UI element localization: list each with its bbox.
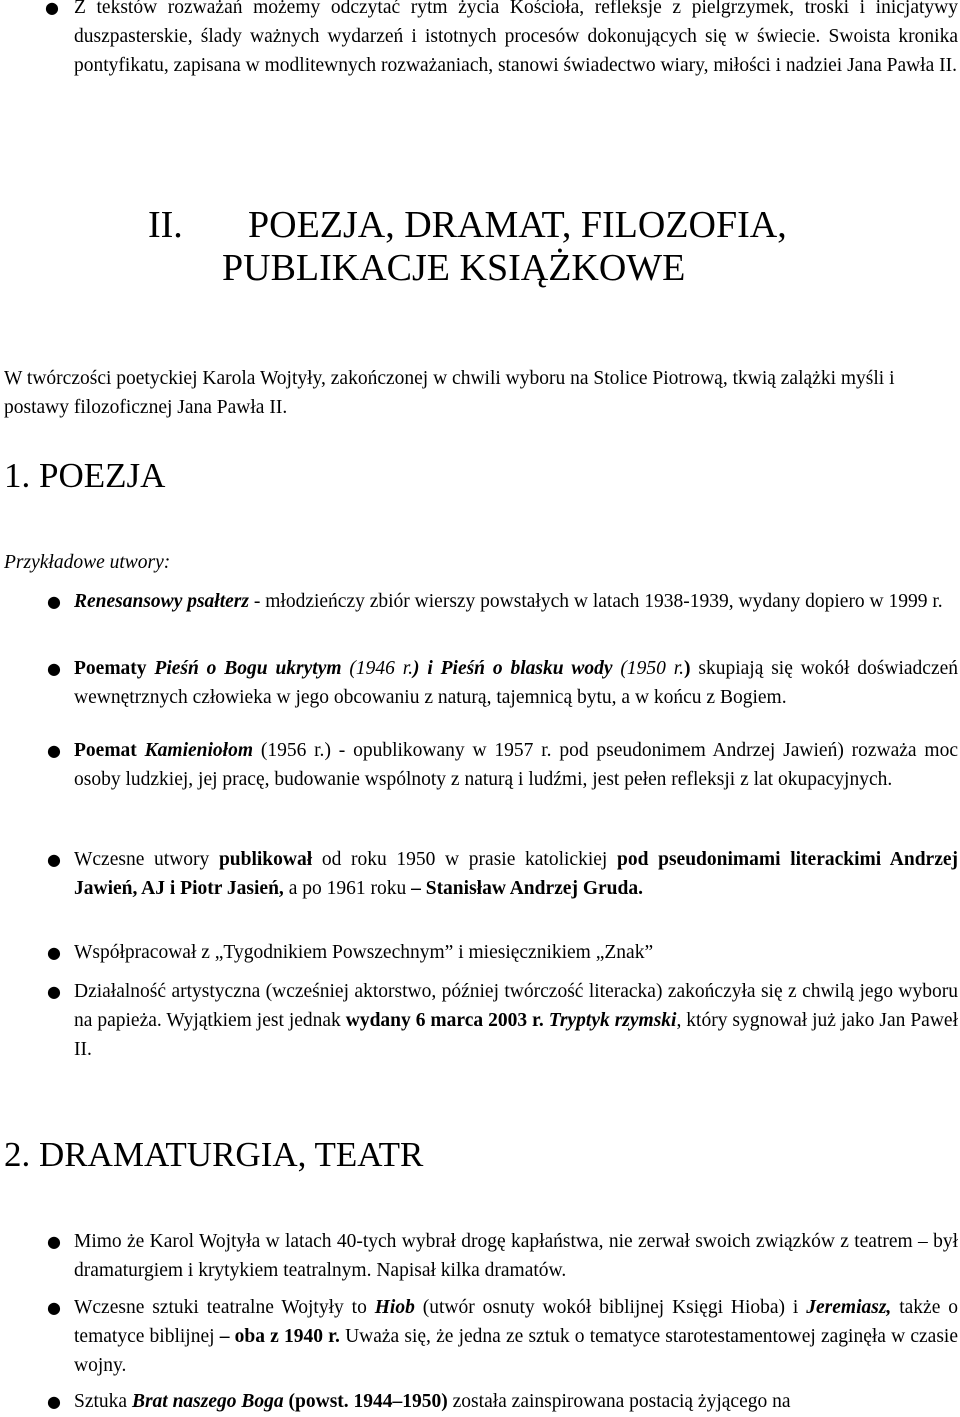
theatre-item-3 [47,1387,958,1416]
work-description: ) - opublikowany w 1957 r. pod pseudonimem Andrzej Jawień) rozważa moc osoby ludzkiej, jej pracę, budowanie wspólnoty z naturą i ludźmi, jest pełen refleksji z lat okupacyjnych. [74,740,958,790]
work-joiner: ) i [413,658,441,679]
text-run-bold: (powst. 1944–1950) [288,1391,448,1412]
section1-heading: 1. POEZJA [4,456,166,495]
bullet-icon: ● [47,982,61,1001]
activity-item [47,977,958,1064]
theatre-item-1 [47,1227,958,1285]
text-run: została zainspirowana postacią żyjącego na [447,1391,791,1412]
cooperation-text: Współpracował z „Tygodnikiem Powszechnym” i miesięcznikiem „Znak” [74,942,654,963]
text-run: od roku 1950 w prasie katolickiej [312,849,617,870]
text-run-bold: publikował [218,849,313,870]
text-run-bold: pod pseudonimami literackimi Andrzej Jawień, AJ i Piotr Jasień, [74,849,958,899]
work-prefix: Poemat [74,740,145,761]
text-run-bold-italic: Tryptyk rzymski [548,1010,677,1031]
text-run: (utwór osnuty wokół biblijnej Księgi Hioba) i [414,1297,807,1318]
text-run-bold: – oba z 1940 r. [219,1326,340,1347]
bullet-icon: ● [47,943,61,962]
text-run-bold-italic: Brat naszego Boga [131,1391,284,1412]
work-title: Kamieniołom [144,740,253,761]
bullet-icon: ● [47,1298,61,1317]
work-title: Pieśń o Bogu ukrytym [154,658,342,679]
intro-paragraph: W twórczości poetyckiej Karola Wojtyły, zakończonej w chwili wyboru na Stolice Piotrową, tkwią zalążki myśli i postawy filozoficznej Jana Pawła II. [4,368,895,418]
text-run: Wczesne sztuki teatralne Wojtyły to [74,1297,375,1318]
theatre-item-text: Mimo że Karol Wojtyła w latach 40-tych wybrał drogę kapłaństwa, nie zerwał swoich związków z teatrem – był dramaturgiem i krytykiem teatralnym. Napisał kilka dramatów. [74,1231,958,1281]
bullet-icon: ● [47,850,61,869]
text-run: także o tematyce biblijnej [74,1297,958,1347]
work-item-quarry [47,736,958,794]
work-item-poems [47,654,959,712]
text-run: , który sygnował już jako Jan Paweł II. [74,1010,958,1060]
section1-subheading: Przykładowe utwory: [4,552,171,573]
text-run-bold: wydany 6 marca 2003 r. [345,1010,544,1031]
theatre-item-2 [47,1293,958,1380]
text-run-bold-italic: Jeremiasz, [806,1297,892,1318]
text-run-bold-italic: Hiob [374,1297,415,1318]
bullet-icon: ● [45,0,59,17]
text-run-bold: – Stanisław Andrzej Gruda. [411,878,643,899]
work-description: - młodzieńczy zbiór wierszy powstałych w latach 1938-1939, wydany dopiero w 1999 r. [248,591,943,612]
text-run: a po 1961 roku [283,878,412,899]
chapter-title-line2: PUBLIKACJE KSIĄŻKOWE [222,247,686,289]
text-run: Sztuka [74,1391,132,1412]
bullet-icon: ● [47,1392,61,1411]
work-item-psalter [47,587,958,616]
bullet-icon: ● [47,741,61,760]
text-run: Wczesne utwory [74,849,219,870]
intro-list-item [45,0,958,80]
section2-heading: 2. DRAMATURGIA, TEATR [4,1135,424,1174]
text-run: Uważa się, że jedna ze sztuk o tematyce starotestamentowej zaginęła w czasie wojny. [74,1326,958,1376]
work-close: ) [684,658,691,679]
bullet-icon: ● [47,592,61,611]
work-prefix: Poematy [74,658,155,679]
cooperation-item [47,938,958,967]
chapter-title-line1: POEZJA, DRAMAT, FILOZOFIA, [248,204,787,246]
intro-item-text: Z tekstów rozważań możemy odczytać rytm życia Kościoła, refleksje z pielgrzymek, troski i inicjatywy duszpasterskie, ślady ważnych wydarzeń i istotnych procesów dokonujących się w świecie. Swoista kronika pontyfikatu, zapisana w modlitewnych rozważaniach, stanowi świadectwo wiary, miłości i nadziei Jana Pawła II. [74,0,958,76]
bullet-icon: ● [47,659,61,678]
work-year: (1950 r. [612,658,685,679]
work-title: Pieśń o blasku wody [440,658,613,679]
work-year: (1946 r. [341,658,414,679]
work-description: skupiają się wokół doświadczeń wewnętrznych człowieka w jego obcowaniu z naturą, tajemnicą bytu, a w końcu z Bogiem. [74,658,959,708]
work-title: Renesansowy psałterz [74,591,249,612]
chapter-number: II. [148,204,183,246]
work-year: (1956 r. [253,740,325,761]
early-works-item [47,845,958,903]
text-run: Działalność artystyczna (wcześniej aktorstwo, później twórczość literacka) zakończyła się z chwilą jego wyboru na papieża. Wyjątkiem jest jednak [74,981,958,1031]
bullet-icon: ● [47,1232,61,1251]
